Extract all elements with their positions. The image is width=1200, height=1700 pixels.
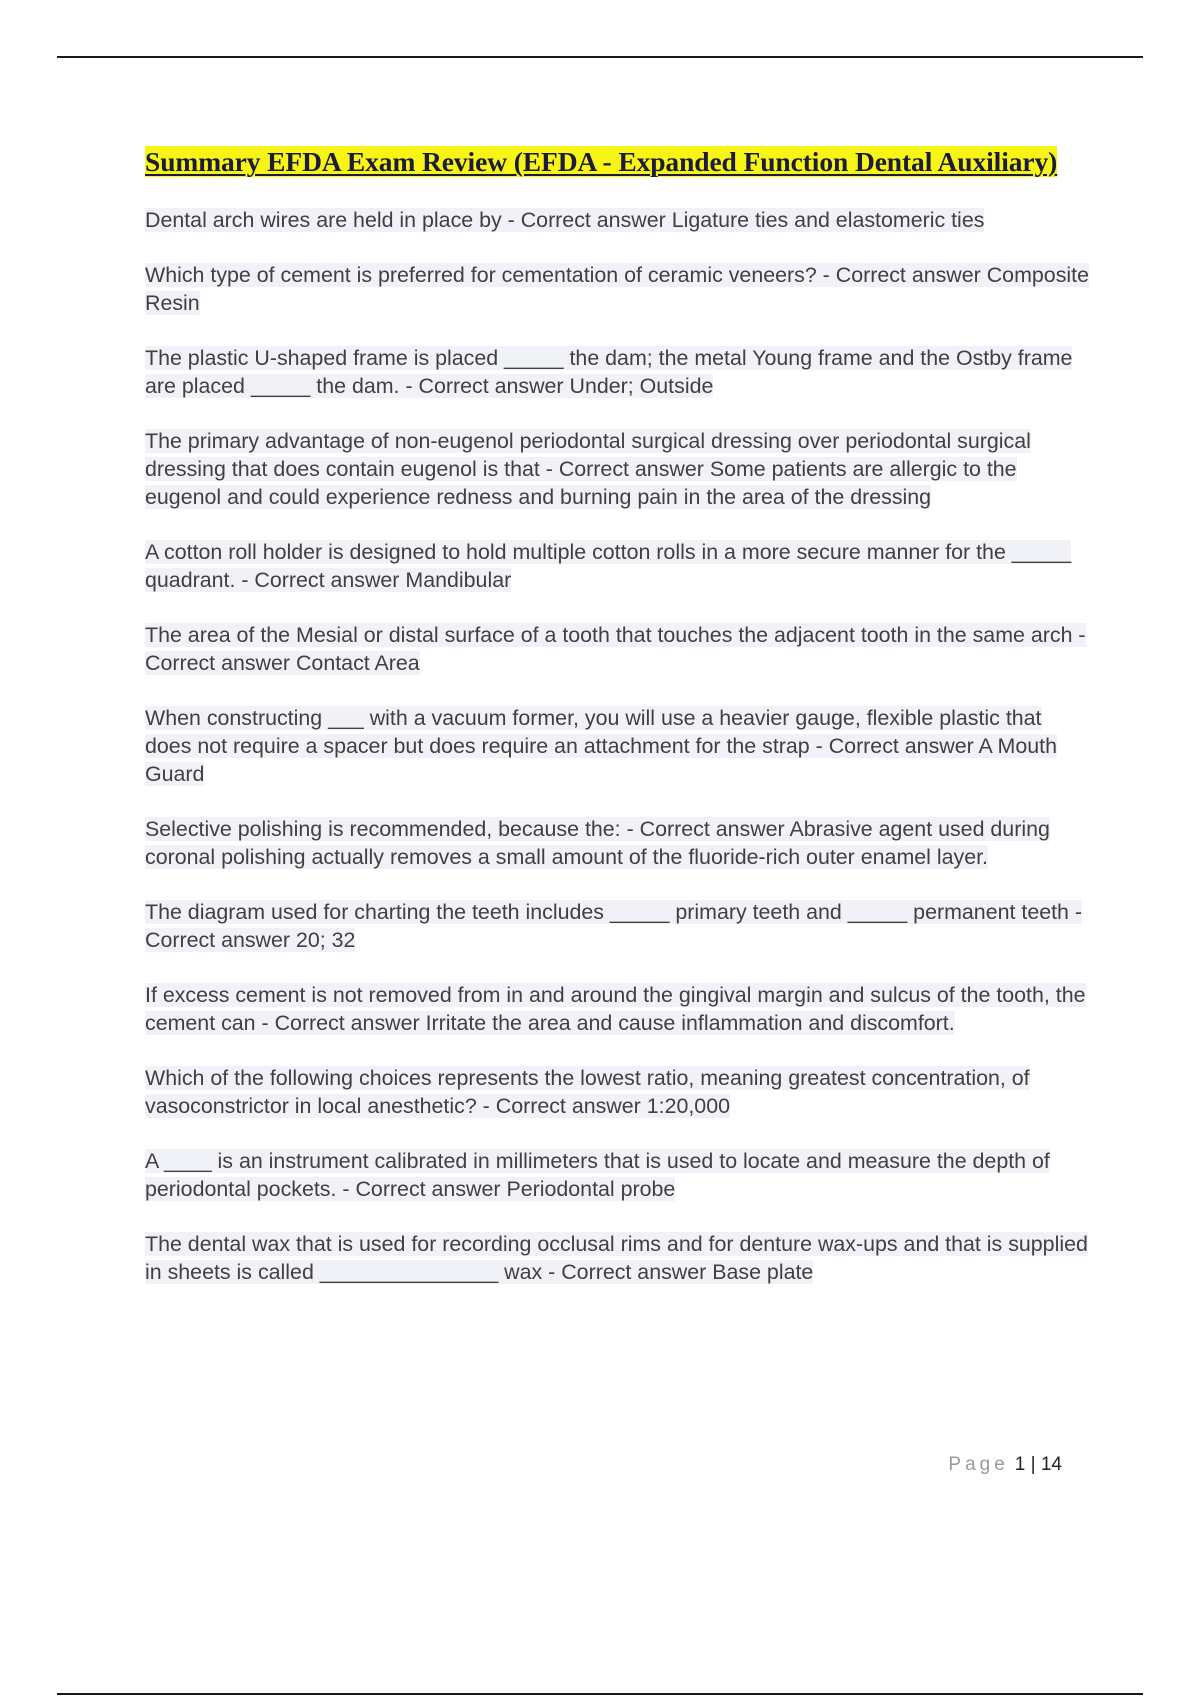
- qa-text: Selective polishing is recommended, because the: - Correct answer Abrasive agent used during coronal polishing actually removes a small amount of the fluoride-rich outer enamel layer.: [145, 817, 1050, 869]
- answer-text: 1:20,000: [646, 1094, 730, 1118]
- qa-item: [145, 898, 1090, 954]
- qa-item: [145, 815, 1090, 871]
- answer-text: A Mouth Guard: [145, 734, 1057, 786]
- qa-text: The area of the Mesial or distal surface of a tooth that touches the adjacent tooth in the same arch - Correct answer Contact Area: [145, 623, 1086, 675]
- page-total: 14: [1040, 1454, 1062, 1475]
- answer-text: Ligature ties and elastomeric ties: [671, 208, 985, 232]
- answer-text: Contact Area: [295, 651, 420, 675]
- qa-item: [145, 1147, 1090, 1203]
- answer-label: Correct answer: [355, 1177, 501, 1201]
- qa-text: The diagram used for charting the teeth includes _____ primary teeth and _____ permanent teeth - Correct answer 20; 32: [145, 900, 1083, 952]
- answer-text: Abrasive agent used during coronal polishing actually removes a small amount of the fluoride-rich outer enamel layer.: [145, 817, 1050, 869]
- answer-label: Correct answer: [254, 568, 400, 592]
- page-footer: [948, 1454, 1062, 1476]
- answer-text: 20; 32: [295, 928, 356, 952]
- qa-item: [145, 538, 1090, 594]
- qa-item: [145, 621, 1090, 677]
- bottom-rule: [57, 1693, 1143, 1695]
- answer-label: Correct answer: [274, 1011, 420, 1035]
- document-body: [145, 144, 1090, 1313]
- qa-text: Dental arch wires are held in place by - Correct answer Ligature ties and elastomeric ties: [145, 208, 985, 232]
- answer-label: Correct answer: [835, 263, 981, 287]
- qa-item: [145, 1230, 1090, 1286]
- question-text: The plastic U-shaped frame is placed _____ the dam; the metal Young frame and the Ostby frame are placed _____ the dam.: [145, 346, 1073, 398]
- answer-text: Irritate the area and cause inflammation and discomfort.: [425, 1011, 955, 1035]
- answer-text: Base plate: [712, 1260, 814, 1284]
- answer-label: Correct answer: [561, 1260, 707, 1284]
- answer-label: Correct answer: [145, 651, 291, 675]
- question-text: Dental arch wires are held in place by: [145, 208, 502, 232]
- page-number: 1: [1014, 1454, 1026, 1475]
- answer-label: Correct answer: [520, 208, 666, 232]
- question-text: A cotton roll holder is designed to hold multiple cotton rolls in a more secure manner for the _____ quadrant.: [145, 540, 1072, 592]
- question-text: A ____ is an instrument calibrated in millimeters that is used to locate and measure the depth of periodontal pockets.: [145, 1149, 1050, 1201]
- qa-text: Which of the following choices represents the lowest ratio, meaning greatest concentration, of vasoconstrictor in local anesthetic? - Correct answer 1:20,000: [145, 1066, 1030, 1118]
- answer-label: Correct answer: [495, 1094, 641, 1118]
- answer-text: Periodontal probe: [506, 1177, 676, 1201]
- qa-text: The primary advantage of non-eugenol periodontal surgical dressing over periodontal surgical dressing that does contain eugenol is that - Correct answer Some patients are allergic to the eugenol and could experience redness and burning pain in the area of the dressing: [145, 429, 1031, 509]
- qa-text: A cotton roll holder is designed to hold multiple cotton rolls in a more secure manner for the _____ quadrant. - Correct answer Mandibular: [145, 540, 1072, 592]
- top-rule: [57, 56, 1143, 58]
- qa-list: [145, 206, 1090, 1286]
- qa-item: [145, 1064, 1090, 1120]
- answer-text: Some patients are allergic to the eugenol and could experience redness and burning pain in the area of the dressing: [145, 457, 1017, 509]
- page-label: Page: [948, 1454, 1009, 1475]
- qa-item: [145, 704, 1090, 788]
- qa-text: The plastic U-shaped frame is placed _____ the dam; the metal Young frame and the Ostby frame are placed _____ the dam. - Correct answer Under; Outside: [145, 346, 1073, 398]
- question-text: Selective polishing is recommended, because the:: [145, 817, 621, 841]
- answer-label: Correct answer: [145, 928, 291, 952]
- qa-item: [145, 427, 1090, 511]
- question-text: The dental wax that is used for recording occlusal rims and for denture wax-ups and that is supplied in sheets is called _______________ wax: [145, 1232, 1088, 1284]
- answer-label: Correct answer: [639, 817, 785, 841]
- qa-text: The dental wax that is used for recording occlusal rims and for denture wax-ups and that is supplied in sheets is called _______________ wax - Correct answer Base plate: [145, 1232, 1088, 1284]
- question-text: Which type of cement is preferred for cementation of ceramic veneers?: [145, 263, 817, 287]
- question-text: The primary advantage of non-eugenol periodontal surgical dressing over periodontal surgical dressing that does contain eugenol is that: [145, 429, 1031, 481]
- qa-text: If excess cement is not removed from in and around the gingival margin and sulcus of the tooth, the cement can - Correct answer Irritate the area and cause inflammation and discomfort.: [145, 983, 1086, 1035]
- qa-text: When constructing ___ with a vacuum former, you will use a heavier gauge, flexible plastic that does not require a spacer but does require an attachment for the strap - Correct answer A Mouth Guard: [145, 706, 1057, 786]
- answer-label: Correct answer: [418, 374, 564, 398]
- qa-item: [145, 981, 1090, 1037]
- qa-item: [145, 206, 1090, 234]
- qa-text: Which type of cement is preferred for cementation of ceramic veneers? - Correct answer Composite Resin: [145, 263, 1089, 315]
- qa-item: [145, 344, 1090, 400]
- question-text: The area of the Mesial or distal surface of a tooth that touches the adjacent tooth in the same arch: [145, 623, 1073, 647]
- page-separator: |: [1030, 1454, 1036, 1475]
- answer-text: Composite Resin: [145, 263, 1089, 315]
- answer-label: Correct answer: [828, 734, 974, 758]
- answer-text: Mandibular: [405, 568, 512, 592]
- question-text: The diagram used for charting the teeth includes _____ primary teeth and _____ permanent teeth: [145, 900, 1069, 924]
- answer-label: Correct answer: [558, 457, 704, 481]
- qa-item: [145, 261, 1090, 317]
- question-text: When constructing ___ with a vacuum former, you will use a heavier gauge, flexible plastic that does not require a spacer but does require an attachment for the strap: [145, 706, 1042, 758]
- qa-text: A ____ is an instrument calibrated in millimeters that is used to locate and measure the depth of periodontal pockets. - Correct answer Periodontal probe: [145, 1149, 1050, 1201]
- answer-text: Under; Outside: [569, 374, 714, 398]
- question-text: If excess cement is not removed from in and around the gingival margin and sulcus of the tooth, the cement can: [145, 983, 1086, 1035]
- document-title: Summary EFDA Exam Review (EFDA - Expanded Function Dental Auxiliary): [145, 146, 1058, 177]
- question-text: Which of the following choices represents the lowest ratio, meaning greatest concentration, of vasoconstrictor in local anesthetic?: [145, 1066, 1030, 1118]
